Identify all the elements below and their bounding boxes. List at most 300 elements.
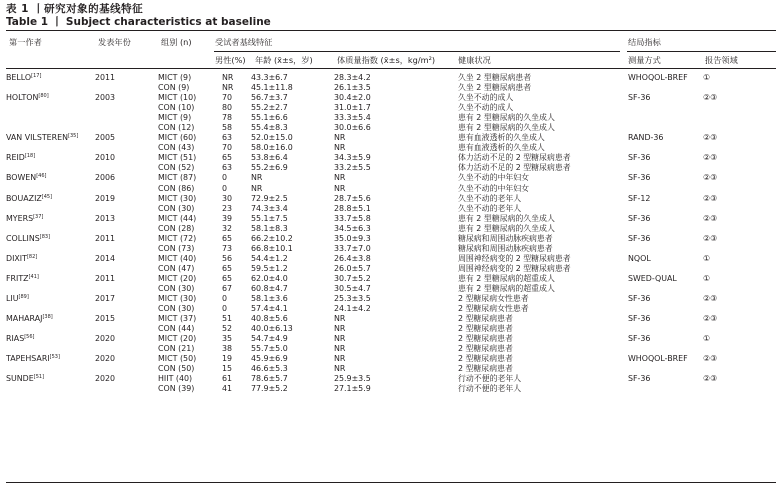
cell-age: 77.9±5.2 (251, 384, 288, 394)
cell-male: 39 (222, 213, 233, 223)
cell-bmi: 31.0±1.7 (334, 103, 371, 113)
cell-health: 久坐不动的老年人 (458, 193, 522, 203)
bottom-rule (6, 482, 776, 483)
reference-number: [17] (31, 73, 42, 79)
author-name: BELLO (6, 73, 32, 82)
cell-age: 78.6±5.7 (251, 374, 288, 384)
author-name: SUNDE (6, 374, 34, 384)
cell-age: 55.7±5.0 (251, 344, 288, 354)
cell-age: 66.2±10.2 (251, 233, 293, 243)
cell-author (6, 364, 95, 374)
cell-age: 43.3±6.7 (251, 73, 288, 82)
cell-year (95, 103, 158, 113)
cell-measure (628, 103, 703, 113)
author-name: VAN VILSTEREN (6, 133, 69, 143)
cell-author (6, 113, 95, 123)
cell-author (6, 93, 95, 103)
cell-age: 46.6±5.3 (251, 364, 288, 374)
cell-male: 65 (222, 153, 233, 163)
table-row (6, 314, 776, 324)
reference-number: [45] (41, 193, 53, 200)
cell-group: MICT (30) (158, 193, 197, 203)
cell-age: 53.8±6.4 (251, 153, 288, 163)
cell-year (95, 324, 158, 334)
table-title-cn: 表 1 丨研究对象的基线特征 (6, 3, 144, 15)
table-title-en (6, 14, 271, 29)
cell-health: 体力活动不足的 2 型糖尿病患者 (458, 153, 571, 163)
cell-bmi: 34.3±5.9 (334, 153, 371, 163)
table-row (6, 133, 776, 143)
cell-bmi: 30.0±6.6 (334, 123, 371, 133)
cell-male: 58 (222, 123, 233, 133)
cell-year (95, 284, 158, 294)
cell-male: 52 (222, 324, 233, 334)
cell-year (95, 364, 158, 374)
cell-author (6, 163, 95, 173)
reference-number: [53] (49, 354, 60, 361)
cell-measure: NQOL (628, 253, 651, 263)
cell-measure: WHOQOL-BREF (628, 354, 688, 364)
header-age: 年龄 (x̄±s，岁) (255, 55, 313, 65)
cell-domain (703, 113, 776, 123)
cell-health: 2 型糖尿病患者 (458, 314, 513, 324)
cell-author (6, 384, 95, 394)
table-row (6, 93, 776, 103)
cell-author (6, 224, 95, 234)
cell-author (6, 214, 95, 224)
cell-domain (703, 244, 776, 254)
cell-age: 72.9±2.5 (251, 193, 288, 203)
table-row (6, 143, 776, 153)
cell-author (6, 324, 95, 334)
cell-male: 67 (222, 283, 233, 293)
cell-health: 久坐 2 型糖尿病患者 (458, 73, 532, 82)
cell-measure (628, 123, 703, 133)
cell-health: 行动不便的老年人 (458, 374, 522, 384)
cell-bmi: 24.1±4.2 (334, 304, 371, 314)
cell-health: 行动不便的老年人 (458, 384, 522, 394)
cell-health: 周围神经病变的 2 型糖尿病患者 (458, 253, 571, 263)
cell-domain (703, 224, 776, 234)
cell-group: CON (30) (158, 304, 195, 314)
cell-male: 32 (222, 223, 233, 233)
cell-male: 0 (222, 304, 228, 314)
cell-measure (628, 204, 703, 214)
cell-measure: SF-36 (628, 93, 651, 103)
reference-number: [83] (39, 233, 51, 240)
cell-measure (628, 324, 703, 334)
cell-measure: SF-36 (628, 334, 651, 344)
cell-group: MICT (20) (158, 273, 197, 283)
cell-health: 体力活动不足的 2 型糖尿病患者 (458, 163, 571, 173)
cell-male: 61 (222, 374, 233, 384)
cell-group: CON (10) (158, 103, 195, 113)
cell-author (6, 244, 95, 254)
cell-group: MICT (87) (158, 173, 197, 183)
cell-domain (703, 324, 776, 334)
baseline-table (6, 73, 776, 395)
author-name: REID (6, 153, 25, 163)
table-number: Table 1 (6, 16, 49, 28)
cell-year (95, 344, 158, 354)
reference-number: [89] (18, 294, 29, 301)
cell-health: 2 型糖尿病患者 (458, 324, 513, 334)
cell-group: MICT (10) (158, 93, 197, 103)
cell-age: 56.7±3.7 (251, 93, 288, 103)
reference-number: [82] (26, 253, 38, 260)
table-row (6, 204, 776, 214)
table-row (6, 173, 776, 183)
header-health: 健康状况 (458, 55, 491, 65)
table-row (6, 153, 776, 163)
cell-domain (703, 184, 776, 194)
table-row (6, 274, 776, 284)
header-male: 男性(%) (215, 55, 246, 65)
cell-health: 患有 2 型糖尿病的久坐成人 (458, 113, 555, 123)
cell-health: 患有 2 型糖尿病的久坐成人 (458, 223, 555, 233)
cell-year: 2011 (95, 73, 116, 82)
cell-age: 58.1±8.3 (251, 223, 288, 233)
cell-domain: ②③ (703, 294, 718, 304)
baseline-subrule (214, 51, 620, 52)
cell-male: NR (222, 83, 234, 93)
cell-health: 2 型糖尿病患者 (458, 344, 513, 354)
cell-age: 55.4±8.3 (251, 123, 288, 133)
cell-domain (703, 264, 776, 274)
cell-domain: ②③ (703, 314, 718, 324)
cell-male: 41 (222, 384, 233, 394)
cell-group: CON (47) (158, 263, 195, 273)
cell-domain: ① (703, 334, 711, 344)
cell-measure (628, 384, 703, 394)
cell-health: 久坐不动的成人 (458, 93, 514, 103)
cell-measure (628, 184, 703, 194)
cell-bmi: 33.2±5.5 (334, 163, 371, 173)
cell-domain (703, 123, 776, 133)
header-author: 第一作者 (9, 37, 42, 47)
table-row (6, 214, 776, 224)
cell-author (6, 344, 95, 354)
author-name: FRITZ (6, 273, 29, 283)
cell-bmi: 33.7±5.8 (334, 213, 371, 223)
cell-male: 63 (222, 163, 233, 173)
table-row (6, 344, 776, 354)
author-name: MYERS (6, 213, 34, 223)
cell-bmi: 33.7±7.0 (334, 243, 371, 253)
cell-year: 2020 (95, 354, 116, 364)
cell-author (6, 194, 95, 204)
cell-domain: ②③ (703, 133, 718, 143)
cell-bmi: 25.9±3.5 (334, 374, 371, 384)
reference-number: [37] (33, 213, 44, 220)
table-row (6, 123, 776, 133)
cell-author (6, 314, 95, 324)
cell-year: 2011 (95, 273, 116, 283)
cell-year: 2006 (95, 173, 116, 183)
cell-measure (628, 284, 703, 294)
cell-year: 2005 (95, 133, 116, 143)
cell-domain: ②③ (703, 233, 718, 243)
cell-author (6, 264, 95, 274)
cell-bmi: NR (334, 334, 346, 344)
cell-bmi: NR (334, 143, 346, 153)
cell-health: 2 型糖尿病患者 (458, 334, 513, 344)
header-year: 发表年份 (98, 37, 131, 47)
cell-author (6, 254, 95, 264)
cell-health: 久坐不动的中年妇女 (458, 183, 530, 193)
cell-bmi: NR (334, 183, 346, 193)
author-name: LIU (6, 294, 19, 304)
header-measure: 测量方式 (628, 55, 661, 65)
cell-age: 40.8±5.6 (251, 314, 288, 324)
cell-measure (628, 113, 703, 123)
cell-year (95, 224, 158, 234)
cell-age: 58.0±16.0 (251, 143, 293, 153)
author-name: TAPEHSARI (6, 354, 50, 364)
cell-age: 54.7±4.9 (251, 334, 288, 344)
cell-author (6, 274, 95, 284)
cell-year (95, 244, 158, 254)
cell-age: NR (251, 173, 263, 183)
header-outcome: 结局指标 (628, 37, 661, 47)
cell-age: NR (251, 183, 263, 193)
cell-domain: ① (703, 273, 711, 283)
author-name: MAHARAJ (6, 314, 43, 324)
cell-author (6, 284, 95, 294)
cell-bmi: 30.4±2.0 (334, 93, 371, 103)
cell-bmi: 27.1±5.9 (334, 384, 371, 394)
table-row (6, 254, 776, 264)
cell-health: 患有 2 型糖尿病的超重成人 (458, 283, 555, 293)
cell-bmi: NR (334, 324, 346, 334)
reference-number: [35] (68, 133, 79, 140)
cell-age: 55.1±6.6 (251, 113, 288, 123)
table-row (6, 304, 776, 314)
cell-measure: SF-36 (628, 233, 651, 243)
cell-measure: SF-36 (628, 294, 651, 304)
table-row (6, 284, 776, 294)
cell-domain (703, 344, 776, 354)
cell-age: 58.1±3.6 (251, 294, 288, 304)
author-name: DIXIT (6, 253, 27, 263)
cell-health: 久坐不动的老年人 (458, 203, 522, 213)
cell-group: MICT (30) (158, 294, 197, 304)
reference-number: [41] (28, 273, 39, 280)
reference-number: [80] (38, 93, 49, 100)
author-name: COLLINS (6, 233, 40, 243)
cell-health: 糖尿病和周围动脉疾病患者 (458, 233, 553, 243)
cell-year: 2019 (95, 193, 116, 203)
cell-group: CON (44) (158, 324, 195, 334)
cell-male: 70 (222, 143, 233, 153)
table-row (6, 184, 776, 194)
header-baseline: 受试者基线特征 (215, 37, 273, 47)
cell-year: 2010 (95, 153, 116, 163)
cell-measure (628, 244, 703, 254)
cell-domain (703, 384, 776, 394)
cell-author (6, 354, 95, 364)
cell-group: CON (30) (158, 203, 195, 213)
table-row (6, 374, 776, 384)
cell-measure: SWED-QUAL (628, 273, 677, 283)
cell-group: CON (39) (158, 384, 195, 394)
header-domain: 报告领域 (705, 55, 738, 65)
cell-male: 78 (222, 113, 233, 123)
table-row (6, 83, 776, 93)
cell-group: CON (73) (158, 243, 195, 253)
cell-male: 15 (222, 364, 233, 374)
cell-health: 久坐 2 型糖尿病患者 (458, 83, 532, 93)
cell-male: 70 (222, 93, 233, 103)
cell-bmi: 30.5±4.7 (334, 283, 371, 293)
cell-male: 80 (222, 103, 233, 113)
cell-author (6, 234, 95, 244)
cell-domain (703, 163, 776, 173)
header-group: 组别 (n) (161, 37, 192, 47)
table-row (6, 163, 776, 173)
cell-author (6, 204, 95, 214)
cell-measure (628, 83, 703, 93)
cell-measure: SF-36 (628, 213, 651, 223)
cell-group: MICT (50) (158, 354, 197, 364)
cell-year: 2020 (95, 334, 116, 344)
cell-domain (703, 204, 776, 214)
outcome-subrule (627, 51, 776, 52)
cell-male: 73 (222, 243, 233, 253)
cell-measure (628, 264, 703, 274)
cell-domain (703, 364, 776, 374)
cell-health: 患有 2 型糖尿病的久坐成人 (458, 123, 555, 133)
cell-domain: ②③ (703, 213, 718, 223)
cell-health: 2 型糖尿病患者 (458, 364, 513, 374)
cell-health: 久坐不动的成人 (458, 103, 514, 113)
header-bmi: 体质量指数 (x̄±s，kg/m²) (337, 55, 436, 65)
cell-year: 2015 (95, 314, 116, 324)
cell-domain (703, 83, 776, 93)
cell-domain: ① (703, 73, 711, 82)
cell-author (6, 173, 95, 183)
cell-health: 患有 2 型糖尿病的超重成人 (458, 273, 555, 283)
cell-measure (628, 163, 703, 173)
header-rule (6, 68, 776, 69)
cell-group: MICT (60) (158, 133, 197, 143)
cell-male: 65 (222, 233, 233, 243)
author-name: BOWEN (6, 173, 37, 183)
reference-number: [38] (42, 314, 53, 321)
cell-author (6, 123, 95, 133)
cell-bmi: NR (334, 133, 346, 143)
cell-male: 0 (222, 294, 228, 304)
cell-domain (703, 103, 776, 113)
cell-measure (628, 304, 703, 314)
cell-male: 38 (222, 344, 233, 354)
cell-age: 54.4±1.2 (251, 253, 288, 263)
cell-year (95, 143, 158, 153)
cell-bmi: 26.0±5.7 (334, 263, 371, 273)
table-row (6, 113, 776, 123)
cell-health: 周围神经病变的 2 型糖尿病患者 (458, 263, 571, 273)
table-row (6, 194, 776, 204)
cell-author (6, 304, 95, 314)
cell-domain (703, 304, 776, 314)
cell-group: CON (52) (158, 163, 195, 173)
cell-domain: ②③ (703, 193, 718, 203)
cell-bmi: 25.3±3.5 (334, 294, 371, 304)
cell-male: 0 (222, 183, 228, 193)
reference-number: [51] (33, 374, 45, 381)
cell-domain: ②③ (703, 374, 718, 384)
cell-age: 59.5±1.2 (251, 263, 288, 273)
cell-male: 23 (222, 203, 233, 213)
cell-domain: ②③ (703, 173, 718, 183)
cell-group: MICT (9) (158, 73, 192, 82)
table-row (6, 364, 776, 374)
author-name: RIAS (6, 334, 25, 344)
cell-group: MICT (72) (158, 233, 197, 243)
table-row (6, 294, 776, 304)
cell-male: 65 (222, 273, 233, 283)
cell-age: 57.4±4.1 (251, 304, 288, 314)
cell-author (6, 184, 95, 194)
reference-number: [18] (24, 153, 36, 160)
reference-number: [56] (24, 334, 35, 341)
cell-year (95, 184, 158, 194)
cell-group: MICT (44) (158, 213, 197, 223)
cell-group: CON (86) (158, 183, 195, 193)
cell-bmi: 35.0±9.3 (334, 233, 371, 243)
cell-age: 55.2±6.9 (251, 163, 288, 173)
cell-author (6, 374, 95, 384)
table-row (6, 73, 776, 83)
cell-bmi: NR (334, 354, 346, 364)
author-name: BOUAZIZ (6, 193, 42, 203)
cell-year (95, 384, 158, 394)
cell-year: 2003 (95, 93, 116, 103)
cell-year (95, 83, 158, 93)
cell-age: 55.1±7.5 (251, 213, 288, 223)
cell-measure: RAND-36 (628, 133, 664, 143)
cell-age: 60.8±4.7 (251, 283, 288, 293)
cell-domain: ① (703, 253, 711, 263)
cell-bmi: 28.8±5.1 (334, 203, 371, 213)
cell-age: 40.0±6.13 (251, 324, 293, 334)
cell-year (95, 163, 158, 173)
table-row (6, 244, 776, 254)
cell-author (6, 83, 95, 93)
cell-year (95, 264, 158, 274)
cell-measure (628, 364, 703, 374)
cell-male: 30 (222, 193, 233, 203)
cell-year (95, 204, 158, 214)
cell-domain: ②③ (703, 153, 718, 163)
cell-health: 患有血液透析的久坐成人 (458, 143, 545, 153)
table-row (6, 384, 776, 394)
cell-bmi: 26.4±3.8 (334, 253, 371, 263)
cell-author (6, 143, 95, 153)
cell-group: MICT (37) (158, 314, 197, 324)
cell-bmi: NR (334, 364, 346, 374)
cell-age: 66.8±10.1 (251, 243, 293, 253)
cell-year (95, 113, 158, 123)
cell-group: CON (28) (158, 223, 195, 233)
cell-year: 2011 (95, 233, 116, 243)
cell-measure (628, 143, 703, 153)
table-row (6, 354, 776, 364)
cell-age: 62.0±4.0 (251, 273, 288, 283)
cell-health: 患有血液透析的久坐成人 (458, 133, 545, 143)
cell-author (6, 294, 95, 304)
cell-measure (628, 344, 703, 354)
